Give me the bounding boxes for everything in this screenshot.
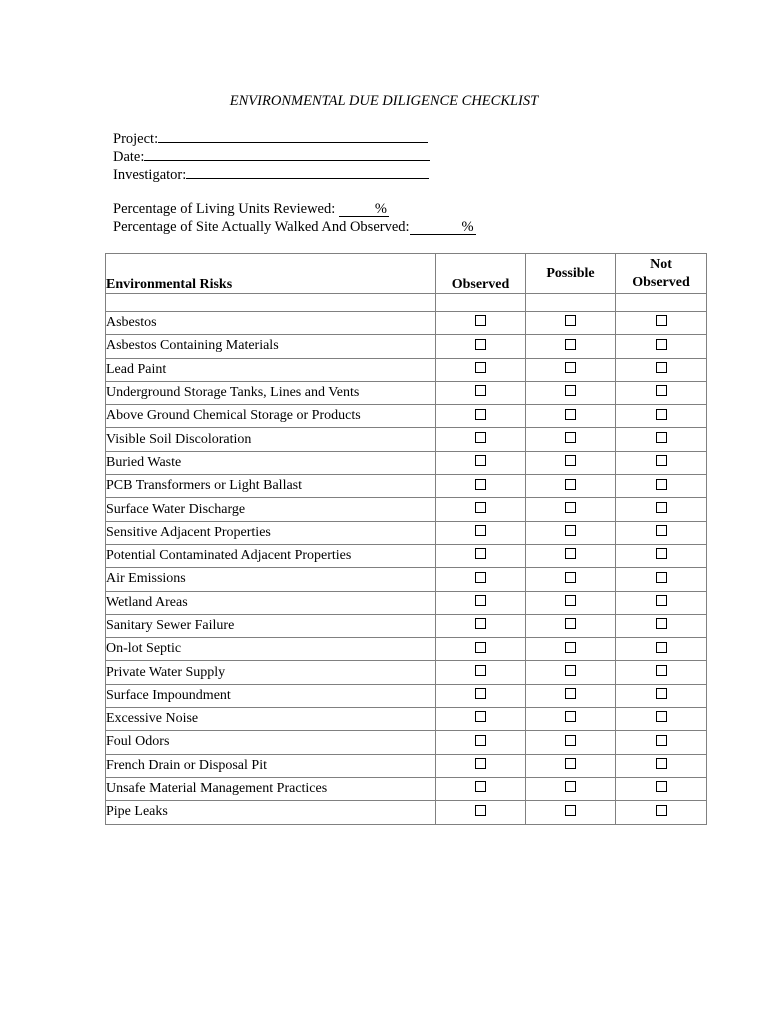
not-observed-checkbox[interactable] [656,548,667,559]
possible-checkbox[interactable] [565,688,576,699]
living-units-input-line[interactable] [339,202,389,217]
possible-checkbox[interactable] [565,339,576,350]
risk-label: Asbestos Containing Materials [106,335,436,358]
possible-cell [526,498,616,521]
not-observed-cell [616,428,707,451]
not-observed-cell [616,708,707,731]
date-input-line[interactable] [144,147,430,161]
possible-cell [526,777,616,800]
header-observed: Observed [436,254,526,294]
possible-cell [526,754,616,777]
not-observed-checkbox[interactable] [656,409,667,420]
not-observed-cell [616,661,707,684]
risk-label: Pipe Leaks [106,801,436,824]
risk-label: Unsafe Material Management Practices [106,777,436,800]
not-observed-cell [616,801,707,824]
observed-checkbox[interactable] [475,548,486,559]
not-observed-checkbox[interactable] [656,479,667,490]
table-row [106,498,707,521]
possible-checkbox[interactable] [565,479,576,490]
risk-label: Visible Soil Discoloration [106,428,436,451]
table-row [106,475,707,498]
observed-checkbox[interactable] [475,735,486,746]
risk-label: Potential Contaminated Adjacent Properties [106,544,436,567]
project-input-line[interactable] [158,129,428,143]
spacer-cell [616,294,707,312]
not-observed-checkbox[interactable] [656,362,667,373]
risk-label: On-lot Septic [106,638,436,661]
table-row [106,801,707,824]
not-observed-checkbox[interactable] [656,525,667,536]
possible-cell [526,591,616,614]
risk-label: Foul Odors [106,731,436,754]
possible-cell [526,614,616,637]
table-spacer-row [106,294,707,312]
investigator-field [113,165,429,184]
risk-label: Sensitive Adjacent Properties [106,521,436,544]
risk-label: French Drain or Disposal Pit [106,754,436,777]
possible-checkbox[interactable] [565,665,576,676]
not-observed-checkbox[interactable] [656,735,667,746]
observed-checkbox[interactable] [475,781,486,792]
possible-checkbox[interactable] [565,385,576,396]
risk-label: Air Emissions [106,568,436,591]
observed-cell [436,614,526,637]
header-not-observed-line2: Observed [632,274,690,290]
possible-checkbox[interactable] [565,548,576,559]
observed-cell [436,358,526,381]
observed-checkbox[interactable] [475,502,486,513]
observed-checkbox[interactable] [475,758,486,769]
risk-label: Surface Water Discharge [106,498,436,521]
table-row [106,544,707,567]
possible-cell [526,521,616,544]
observed-checkbox[interactable] [475,339,486,350]
not-observed-cell [616,521,707,544]
not-observed-checkbox[interactable] [656,502,667,513]
risk-label: Excessive Noise [106,708,436,731]
possible-checkbox[interactable] [565,642,576,653]
possible-cell [526,708,616,731]
table-row [106,731,707,754]
observed-cell [436,591,526,614]
table-row [106,428,707,451]
observed-cell [436,684,526,707]
observed-cell [436,312,526,335]
table-row [106,684,707,707]
possible-cell [526,731,616,754]
not-observed-cell [616,731,707,754]
table-row [106,358,707,381]
observed-checkbox[interactable] [475,385,486,396]
observed-cell [436,451,526,474]
possible-checkbox[interactable] [565,409,576,420]
observed-cell [436,498,526,521]
header-possible: Possible [526,254,616,294]
not-observed-checkbox[interactable] [656,758,667,769]
table-row [106,614,707,637]
possible-cell [526,428,616,451]
not-observed-cell [616,335,707,358]
possible-checkbox[interactable] [565,315,576,326]
living-units-percentage [113,200,389,218]
observed-cell [436,381,526,404]
not-observed-checkbox[interactable] [656,315,667,326]
table-row [106,312,707,335]
possible-checkbox[interactable] [565,455,576,466]
possible-checkbox[interactable] [565,362,576,373]
observed-checkbox[interactable] [475,362,486,373]
possible-checkbox[interactable] [565,805,576,816]
possible-cell [526,335,616,358]
observed-checkbox[interactable] [475,642,486,653]
observed-checkbox[interactable] [475,688,486,699]
environmental-risks-table [105,253,707,825]
not-observed-checkbox[interactable] [656,572,667,583]
site-walked-percentage [113,218,476,236]
not-observed-checkbox[interactable] [656,781,667,792]
possible-cell [526,405,616,428]
observed-checkbox[interactable] [475,315,486,326]
possible-cell [526,475,616,498]
observed-checkbox[interactable] [475,432,486,443]
spacer-cell [106,294,436,312]
project-label: Project: [113,131,159,147]
date-field [113,147,430,166]
table-row [106,638,707,661]
possible-cell [526,638,616,661]
possible-checkbox[interactable] [565,781,576,792]
table-row [106,335,707,358]
possible-cell [526,684,616,707]
not-observed-checkbox[interactable] [656,642,667,653]
observed-cell [436,335,526,358]
table-header-row [106,254,707,294]
site-walked-label: Percentage of Site Actually Walked And Observed: [113,219,410,235]
observed-cell [436,638,526,661]
observed-cell [436,731,526,754]
not-observed-cell [616,475,707,498]
investigator-input-line[interactable] [186,165,429,179]
not-observed-cell [616,381,707,404]
observed-cell [436,661,526,684]
possible-cell [526,451,616,474]
observed-cell [436,708,526,731]
risk-label: Above Ground Chemical Storage or Products [106,405,436,428]
not-observed-cell [616,754,707,777]
not-observed-checkbox[interactable] [656,805,667,816]
project-field [113,129,428,148]
not-observed-cell [616,638,707,661]
not-observed-checkbox[interactable] [656,665,667,676]
not-observed-cell [616,405,707,428]
possible-cell [526,801,616,824]
date-label: Date: [113,149,145,165]
not-observed-checkbox[interactable] [656,385,667,396]
table-row [106,661,707,684]
investigator-label: Investigator: [113,167,187,183]
not-observed-cell [616,568,707,591]
table-row [106,708,707,731]
observed-checkbox[interactable] [475,595,486,606]
observed-cell [436,544,526,567]
observed-cell [436,568,526,591]
not-observed-cell [616,358,707,381]
observed-checkbox[interactable] [475,572,486,583]
living-units-label: Percentage of Living Units Reviewed: [113,201,336,217]
header-not-observed [616,254,707,294]
observed-checkbox[interactable] [475,665,486,676]
not-observed-cell [616,591,707,614]
risk-label: Lead Paint [106,358,436,381]
possible-cell [526,568,616,591]
possible-checkbox[interactable] [565,572,576,583]
observed-cell [436,405,526,428]
risk-label: Private Water Supply [106,661,436,684]
risk-label: Sanitary Sewer Failure [106,614,436,637]
observed-cell [436,521,526,544]
risk-label: Buried Waste [106,451,436,474]
table-row [106,521,707,544]
observed-cell [436,777,526,800]
observed-checkbox[interactable] [475,805,486,816]
percent-symbol: % [374,201,387,217]
observed-checkbox[interactable] [475,479,486,490]
possible-cell [526,381,616,404]
observed-checkbox[interactable] [475,618,486,629]
not-observed-cell [616,451,707,474]
possible-checkbox[interactable] [565,735,576,746]
not-observed-cell [616,312,707,335]
not-observed-checkbox[interactable] [656,618,667,629]
header-environmental-risks: Environmental Risks [106,254,436,294]
observed-cell [436,754,526,777]
observed-cell [436,801,526,824]
table-row [106,405,707,428]
table-row [106,777,707,800]
observed-checkbox[interactable] [475,455,486,466]
not-observed-cell [616,684,707,707]
possible-cell [526,312,616,335]
not-observed-cell [616,544,707,567]
possible-checkbox[interactable] [565,502,576,513]
table-row [106,591,707,614]
possible-cell [526,358,616,381]
not-observed-checkbox[interactable] [656,339,667,350]
risk-label: Wetland Areas [106,591,436,614]
not-observed-checkbox[interactable] [656,711,667,722]
header-not-observed-line1: Not [650,256,672,272]
site-walked-input-line[interactable] [410,220,476,235]
possible-checkbox[interactable] [565,758,576,769]
possible-cell [526,661,616,684]
table-row [106,381,707,404]
not-observed-checkbox[interactable] [656,595,667,606]
spacer-cell [526,294,616,312]
not-observed-checkbox[interactable] [656,432,667,443]
possible-checkbox[interactable] [565,595,576,606]
percent-symbol: % [461,219,474,235]
risk-label: PCB Transformers or Light Ballast [106,475,436,498]
document-title: ENVIRONMENTAL DUE DILIGENCE CHECKLIST [229,93,539,109]
not-observed-checkbox[interactable] [656,455,667,466]
not-observed-cell [616,777,707,800]
observed-checkbox[interactable] [475,525,486,536]
not-observed-cell [616,498,707,521]
risk-label: Underground Storage Tanks, Lines and Vents [106,381,436,404]
not-observed-cell [616,614,707,637]
observed-checkbox[interactable] [475,409,486,420]
observed-cell [436,475,526,498]
observed-cell [436,428,526,451]
risk-label: Asbestos [106,312,436,335]
observed-checkbox[interactable] [475,711,486,722]
possible-cell [526,544,616,567]
table-row [106,451,707,474]
possible-checkbox[interactable] [565,525,576,536]
spacer-cell [436,294,526,312]
table-row [106,568,707,591]
possible-checkbox[interactable] [565,618,576,629]
possible-checkbox[interactable] [565,432,576,443]
not-observed-checkbox[interactable] [656,688,667,699]
possible-checkbox[interactable] [565,711,576,722]
risk-label: Surface Impoundment [106,684,436,707]
table-row [106,754,707,777]
